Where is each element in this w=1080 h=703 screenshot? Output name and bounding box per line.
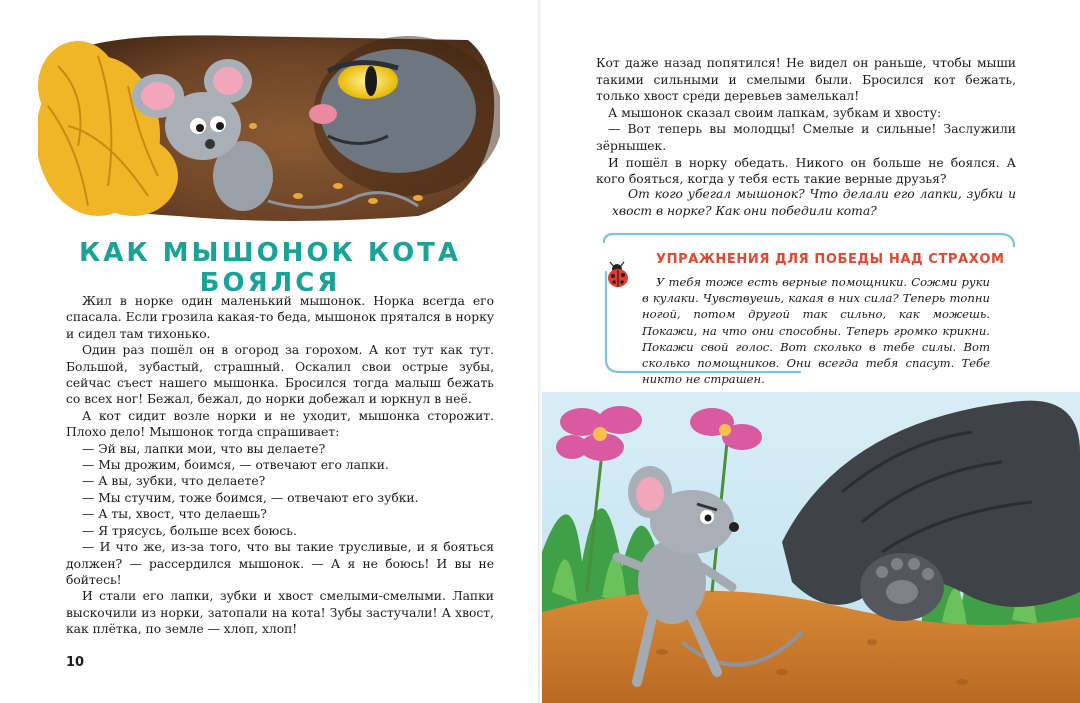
story-text-left xyxy=(66,293,494,638)
page-number: 10 xyxy=(66,655,85,670)
story-title: КАК МЫШОНОК КОТА БОЯЛСЯ xyxy=(78,238,462,298)
dialog-line: — И что же, из-за того, что вы такие трусливые, и я бояться должен? — рассердился мышонок. — А я не боюсь! И вы не бойтесь! xyxy=(66,540,494,587)
paragraph: И пошёл в норку обедать. Никого он больше не боялся. А кого бояться, когда у тебя есть такие верные друзья? xyxy=(596,155,1016,187)
dialog-line: — Мы стучим, тоже боимся, — отвечают его зубки. xyxy=(82,490,419,505)
ladybug-icon xyxy=(604,260,634,290)
dialog-line: — Эй вы, лапки мои, что вы делаете? xyxy=(82,441,326,456)
paragraph: А кот сидит возле норки и не уходит, мышонка сторожит. Плохо дело! Мышонок тогда спрашивает: xyxy=(66,408,494,440)
exercise-text xyxy=(642,274,990,387)
paragraph: Жил в норке один маленький мышонок. Норка всегда его спасала. Если грозила какая-то беда, мышонок прятался в норку и сидел там тихонько. xyxy=(66,294,494,341)
paragraph: Один раз пошёл он в огород за горохом. А кот тут как тут. Большой, зубастый, страшный. Оскалил свои острые зубы, сейчас съест нашего мышонка. Бросился тогда малыш бежать со всех ног! Бежал, бежал, до норки добежал и юркнул в неё. xyxy=(66,343,494,407)
paragraph: Кот даже назад попятился! Не видел он раньше, чтобы мыши такими сильными и смелыми были. Бросился кот бежать, только хвост среди деревьев замелькал! xyxy=(596,56,1016,104)
illustration-mouse-in-burrow xyxy=(38,26,500,224)
paragraph: А мышонок сказал своим лапкам, зубкам и хвосту: xyxy=(608,105,942,120)
dialog-line: — А ты, хвост, что делаешь? xyxy=(82,507,267,522)
story-text-right xyxy=(596,55,1016,188)
dialog-line: — Мы дрожим, боимся, — отвечают его лапки. xyxy=(82,458,389,473)
reading-questions xyxy=(612,186,1016,219)
dialog-line: — Вот теперь вы молодцы! Смелые и сильные! Заслужили зёрнышек. xyxy=(596,122,1016,153)
exercise-box xyxy=(600,232,1018,387)
dialog-line: — Я трясусь, больше всех боюсь. xyxy=(82,523,297,538)
exercise-title: УПРАЖНЕНИЯ ДЛЯ ПОБЕДЫ НАД СТРАХОМ xyxy=(656,252,1005,267)
illustration-brave-mouse-and-cat xyxy=(542,392,1080,703)
paragraph: И стали его лапки, зубки и хвост смелыми-смелыми. Лапки выскочили из норки, затопали на кота! Зубы застучали! А хвост, как плётка, по земле — хлоп, хлоп! xyxy=(66,589,494,637)
dialog-line: — А вы, зубки, что делаете? xyxy=(82,474,266,489)
question-text: От кого убегал мышонок? Что делали его лапки, зубки и хвост в норке? Как они победили кота? xyxy=(612,187,1016,218)
exercise-paragraph: У тебя тоже есть верные помощники. Сожми руки в кулаки. Чувствуешь, какая в них сила? Теперь топни ногой, потом другой так сильно, как можешь. Покажи, на что они способны. Теперь громко крикни. Покажи свой голос. Вот сколько в тебе силы. Вот сколько помощников. Они всегда тебя спасут. Тебе никто не страшен. xyxy=(642,275,990,387)
